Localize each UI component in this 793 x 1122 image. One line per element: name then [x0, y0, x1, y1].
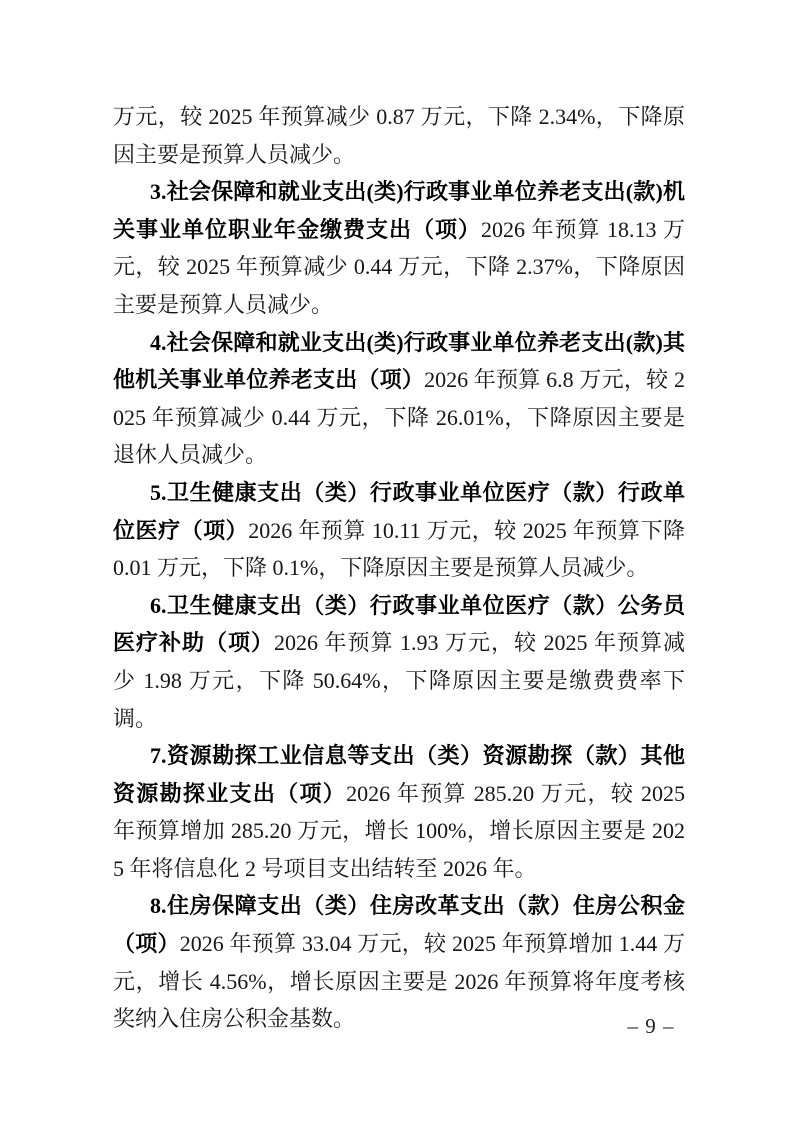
budget-item-8-paragraph [113, 887, 685, 1037]
document-body [113, 98, 685, 1038]
budget-item-3-paragraph [113, 173, 685, 323]
budget-item-7-paragraph [113, 737, 685, 887]
paragraph-body: 2026 年预算 18.13 万元，较 2025 年预算减少 0.44 万元，下降 2.37%，下降原因主要是预算人员减少。 [113, 216, 685, 317]
paragraph-lead: 4.社会保障和就业支出(类)行政事业单位养老支出(款)其他机关事业单位养老支出（项） [113, 329, 685, 393]
paragraph-body: 2026 年预算 10.11 万元，较 2025 年预算下降 0.01 万元，下降 0.1%，下降原因主要是预算人员减少。 [113, 517, 685, 581]
paragraph-lead: 8.住房保障支出（类）住房改革支出（款）住房公积金（项） [113, 893, 685, 957]
paragraph-lead: 6.卫生健康支出（类）行政事业单位医疗（款）公务员医疗补助（项） [113, 592, 685, 656]
paragraph-body: 2026 年预算 33.04 万元，较 2025 年预算增加 1.44 万元，增长 4.56%，增长原因主要是 2026 年预算将年度考核奖纳入住房公积金基数。 [113, 931, 685, 1032]
budget-item-4-paragraph [113, 324, 685, 474]
page-number: – 9 – [627, 1014, 675, 1038]
paragraph-lead: 3.社会保障和就业支出(类)行政事业单位养老支出(款)机关事业单位职业年金缴费支出（项） [113, 179, 685, 242]
continuation-paragraph [113, 98, 685, 173]
paragraph-body: 万元，较 2025 年预算减少 0.87 万元，下降 2.34%，下降原因主要是预算人员减少。 [113, 104, 685, 167]
paragraph-lead: 5.卫生健康支出（类）行政事业单位医疗（款）行政单位医疗（项） [113, 479, 685, 543]
paragraph-body: 2026 年预算 6.8 万元，较 2025 年预算减少 0.44 万元，下降 26.01%，下降原因主要是退休人员减少。 [113, 367, 685, 468]
paragraph-body: 2026 年预算 1.93 万元，较 2025 年预算减少 1.98 万元，下降 50.64%，下降原因主要是缴费费率下调。 [113, 630, 685, 731]
paragraph-lead: 7.资源勘探工业信息等支出（类）资源勘探（款）其他资源勘探业支出（项） [113, 743, 685, 806]
budget-item-6-paragraph [113, 587, 685, 737]
budget-item-5-paragraph [113, 474, 685, 587]
paragraph-body: 2026 年预算 285.20 万元，较 2025 年预算增加 285.20 万元，增长 100%，增长原因主要是 2025 年将信息化 2 号项目支出结转至 2026 年。 [113, 780, 685, 881]
